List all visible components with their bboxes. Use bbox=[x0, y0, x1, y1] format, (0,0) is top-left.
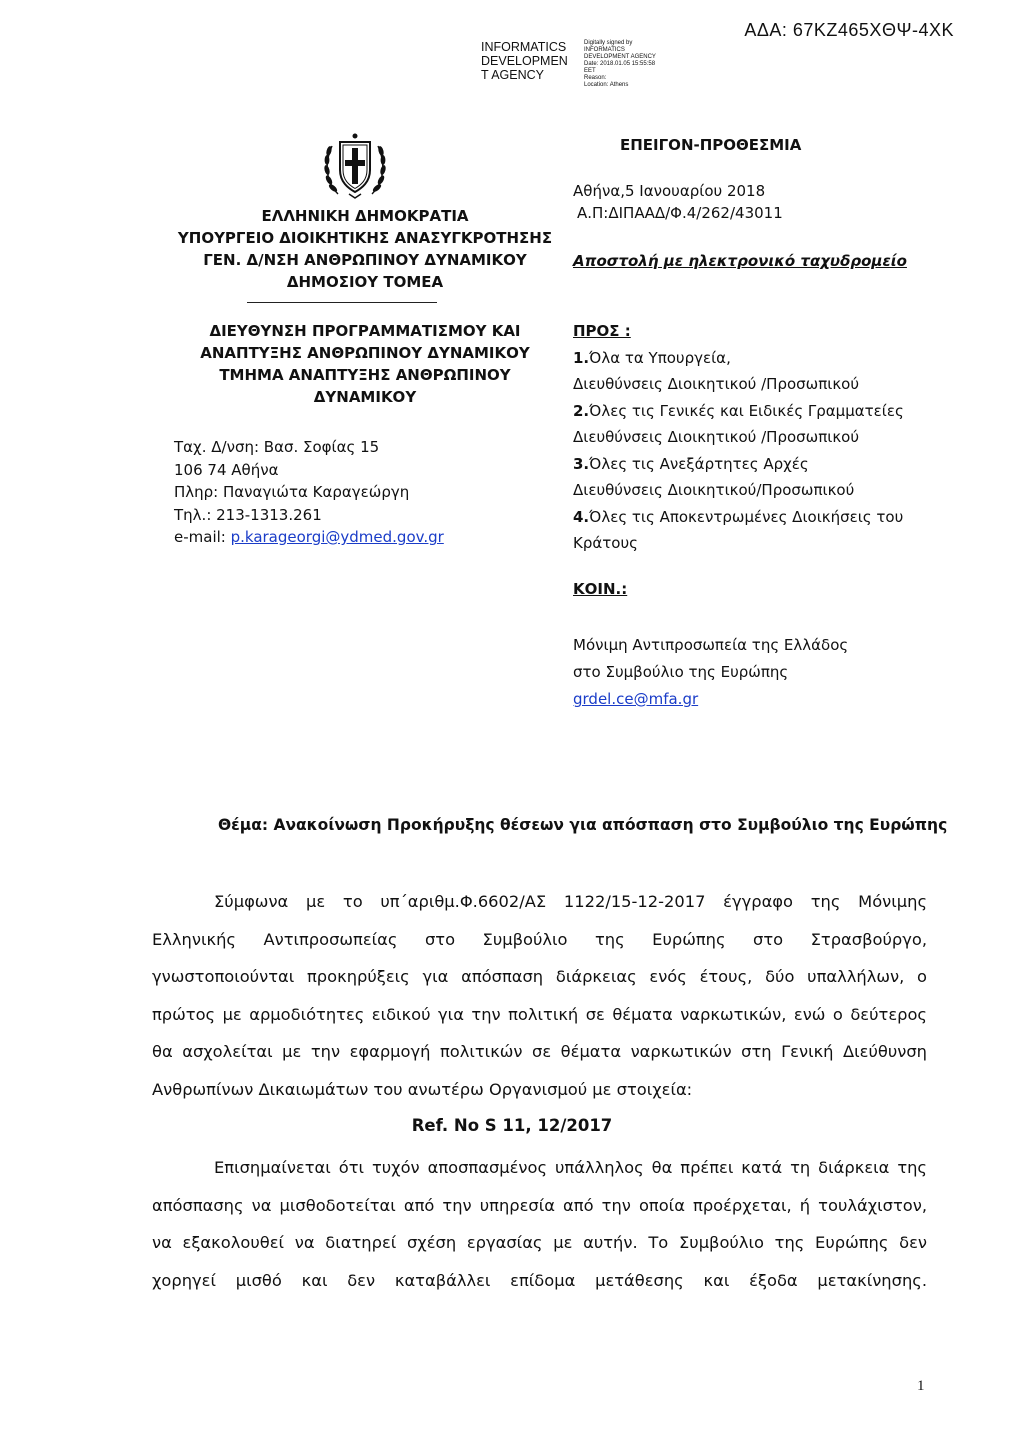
paragraph-line: γνωστοποιούνται προκηρύξεις για απόσπαση διάρκειας ενός έτους, δύο υπαλλήλων, ο bbox=[152, 967, 927, 986]
recipient-item bbox=[573, 451, 904, 478]
header-line: ΔΗΜΟΣΙΟΥ ΤΟΜΕΑ bbox=[286, 273, 444, 291]
greek-emblem-icon bbox=[320, 128, 390, 200]
recipients-block bbox=[573, 318, 904, 557]
header-line: ΓΕΝ. Δ/ΝΣΗ ΑΝΘΡΩΠΙΝΟΥ ΔΥΝΑΜΙΚΟΥ bbox=[203, 251, 527, 269]
protocol-number: Α.Π:ΔΙΠΑΑΔ/Φ.4/262/43011 bbox=[577, 204, 783, 222]
contact-block bbox=[174, 436, 444, 549]
contact-email-link[interactable]: p.karageorgi@ydmed.gov.gr bbox=[230, 528, 444, 546]
contact-email-label: e-mail: bbox=[174, 528, 231, 546]
contact-address: Ταχ. Δ/νση: Βασ. Σοφίας 15 bbox=[174, 438, 380, 456]
urgent-label: ΕΠΕΙΓΟΝ-ΠΡΟΘΕΣΜΙΑ bbox=[620, 136, 802, 154]
signature-detail-line: Reason: bbox=[584, 75, 607, 81]
document-date: Αθήνα,5 Ιανουαρίου 2018 bbox=[573, 182, 766, 200]
department-line: ΔΥΝΑΜΙΚΟΥ bbox=[313, 388, 417, 406]
department-line: ΑΝΑΠΤΥΞΗΣ ΑΝΘΡΩΠΙΝΟΥ ΔΥΝΑΜΙΚΟΥ bbox=[200, 344, 530, 362]
recipient-subline: Κράτους bbox=[573, 534, 638, 552]
cc-block bbox=[573, 632, 848, 713]
recipient-item bbox=[573, 398, 904, 425]
cc-line: Μόνιμη Αντιπροσωπεία της Ελλάδος bbox=[573, 636, 849, 654]
delivery-method: Αποστολή με ηλεκτρονικό ταχυδρομείο bbox=[573, 252, 907, 270]
ada-code: ΑΔΑ: 67ΚΖ465ΧΘΨ-4ΧΚ bbox=[744, 20, 954, 40]
recipient-name: Όλα τα Υπουργεία, bbox=[589, 348, 731, 367]
department-line: ΔΙΕΥΘΥΝΣΗ ΠΡΟΓΡΑΜΜΑΤΙΣΜΟΥ ΚΑΙ bbox=[209, 322, 521, 340]
recipient-name: Όλες τις Ανεξάρτητες Αρχές bbox=[589, 454, 809, 473]
subject-line: Θέμα: Ανακοίνωση Προκήρυξης θέσεων για απόσπαση στο Συμβούλιο της Ευρώπης bbox=[218, 816, 948, 834]
signature-detail-line: Date: 2018.01.05 15:55:58 bbox=[584, 61, 656, 67]
signature-detail-line: DEVELOPMENT AGENCY bbox=[584, 54, 656, 60]
body-paragraph-1 bbox=[152, 883, 927, 1108]
recipients-label: ΠΡΟΣ : bbox=[573, 322, 631, 340]
recipient-number: 1. bbox=[573, 348, 590, 367]
paragraph-line: Ελληνικής Αντιπροσωπείας στο Συμβούλιο της Ευρώπης στο Στρασβούργο, bbox=[152, 929, 927, 949]
signature-name-line: T AGENCY bbox=[481, 68, 544, 82]
paragraph-line: Επισημαίνεται ότι τυχόν αποσπασμένος υπάλληλος θα πρέπει κατά τη διάρκεια της bbox=[214, 1158, 927, 1177]
contact-postcode: 106 74 Αθήνα bbox=[174, 460, 279, 479]
signature-detail-line: Location: Athens bbox=[584, 82, 629, 88]
cc-line: στο Συμβούλιο της Ευρώπης bbox=[573, 663, 789, 681]
recipient-name: Όλες τις Γενικές και Ειδικές Γραμματείες bbox=[589, 401, 904, 420]
paragraph-line: απόσπασης να μισθοδοτείται από την υπηρεσία από την οποία προέρχεται, ή τουλάχιστον, bbox=[152, 1195, 927, 1215]
header-line: ΕΛΛΗΝΙΚΗ ΔΗΜΟΚΡΑΤΙΑ bbox=[261, 207, 469, 225]
signature-detail-line: Digitally signed by bbox=[584, 40, 633, 46]
body-paragraph-2 bbox=[152, 1149, 927, 1299]
paragraph-line: θα ασχολείται με την εφαρμογή πολιτικών σε θέματα ναρκωτικών στη Γενική Διεύθυνση bbox=[152, 1042, 927, 1061]
paragraph-line: πρώτος με αρμοδιότητες ειδικού για την πολιτική σε θέματα ναρκωτικών, ενώ ο δεύτερος bbox=[152, 1004, 927, 1024]
cc-label: ΚΟΙΝ.: bbox=[573, 580, 628, 598]
recipient-number: 3. bbox=[573, 454, 590, 473]
contact-phone: Τηλ.: 213-1313.261 bbox=[174, 505, 322, 524]
recipient-number: 4. bbox=[573, 507, 590, 526]
header-line: ΥΠΟΥΡΓΕΙΟ ΔΙΟΙΚΗΤΙΚΗΣ ΑΝΑΣΥΓΚΡΟΤΗΣΗΣ bbox=[177, 229, 553, 247]
ministry-header bbox=[160, 205, 570, 293]
recipient-subline: Διευθύνσεις Διοικητικού /Προσωπικού bbox=[573, 428, 860, 446]
signature-name bbox=[481, 40, 581, 82]
recipient-item bbox=[573, 504, 904, 531]
signature-name-line: DEVELOPMEN bbox=[481, 54, 568, 68]
department-header bbox=[160, 320, 570, 408]
header-divider bbox=[247, 302, 437, 303]
signature-name-line: INFORMATICS bbox=[481, 40, 567, 54]
recipient-item bbox=[573, 345, 904, 372]
paragraph-line: να εξακολουθεί να διατηρεί σχέση εργασίας με αυτήν. Το Συμβούλιο της Ευρώπης δεν bbox=[152, 1233, 927, 1252]
paragraph-line: Ανθρωπίνων Δικαιωμάτων του ανωτέρω Οργανισμού με στοιχεία: bbox=[152, 1079, 693, 1099]
recipient-subline: Διευθύνσεις Διοικητικού /Προσωπικού bbox=[573, 375, 860, 393]
paragraph-line: Σύμφωνα με το υπ΄αριθμ.Φ.6602/ΑΣ 1122/15-12-2017 έγγραφο της Μόνιμης bbox=[214, 892, 927, 911]
paragraph-line: χορηγεί μισθό και δεν καταβάλλει επίδομα μετάθεσης και έξοδα μετακίνησης. bbox=[152, 1270, 927, 1290]
department-line: ΤΜΗΜΑ ΑΝΑΠΤΥΞΗΣ ΑΝΘΡΩΠΙΝΟΥ bbox=[219, 366, 511, 384]
place-date-block bbox=[573, 180, 783, 224]
recipient-subline: Διευθύνσεις Διοικητικού/Προσωπικού bbox=[573, 481, 855, 499]
signature-detail-line: INFORMATICS bbox=[584, 47, 625, 53]
contact-person: Πληρ: Παναγιώτα Καραγεώργη bbox=[174, 483, 410, 501]
signature-details bbox=[584, 40, 694, 89]
signature-detail-line: EET bbox=[584, 68, 596, 74]
reference-number: Ref. No S 11, 12/2017 bbox=[411, 1116, 613, 1135]
recipient-name: Όλες τις Αποκεντρωμένες Διοικήσεις του bbox=[589, 507, 904, 526]
page-number: 1 bbox=[917, 1378, 925, 1394]
recipient-number: 2. bbox=[573, 401, 590, 420]
contact-email-row bbox=[174, 526, 444, 549]
cc-email-link[interactable]: grdel.ce@mfa.gr bbox=[573, 690, 699, 708]
